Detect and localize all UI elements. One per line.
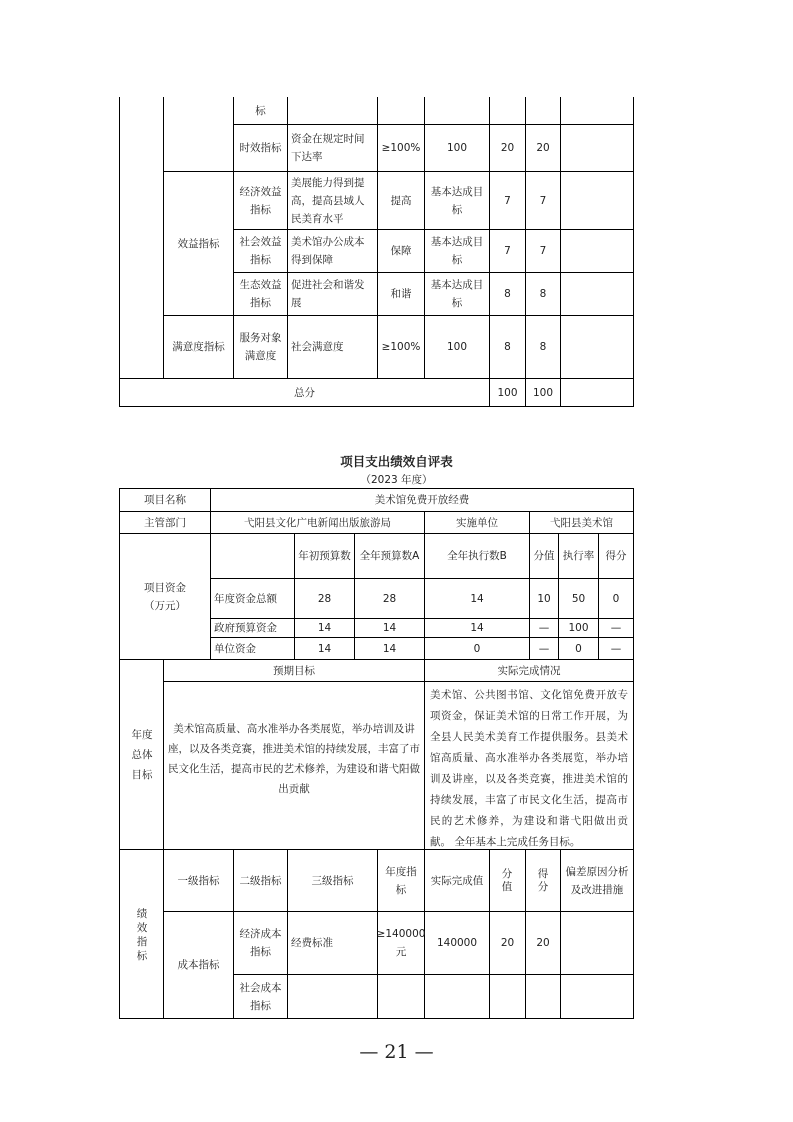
t1-row4-value: 8 — [504, 288, 511, 300]
t2-gov-label: 政府预算资金 — [214, 622, 277, 634]
t1-total-score: 100 — [532, 386, 554, 399]
t2-total-label: 年度资金总额 — [214, 592, 277, 605]
t2-total-full: 28 — [382, 592, 397, 605]
t2-expected-header: 预期目标 — [273, 664, 315, 677]
t1-row2-l3: 经济效益指标 — [239, 185, 282, 216]
t2-unit-exec: 0 — [473, 642, 481, 655]
t2-ph-l1: 一级指标 — [177, 874, 220, 887]
t2-total-score: 0 — [612, 592, 620, 605]
t1-row5-l2: 满意度指标 — [172, 341, 225, 353]
t1-row0-l3: 标 — [255, 104, 266, 117]
t1-row4-score: 8 — [539, 288, 547, 300]
t1-row4-l3: 生态效益指标 — [239, 279, 282, 309]
t1-row1-value: 20 — [500, 142, 515, 154]
t2-actual-header: 实际完成情况 — [497, 664, 561, 677]
t2-dept: 弋阳县文化广电新闻出版旅游局 — [244, 516, 391, 529]
t2-econ-l3: 经费标准 — [291, 937, 333, 949]
t1-row2-value: 7 — [504, 194, 511, 207]
t2-ph-l2: 二级指标 — [239, 874, 282, 887]
t2-expected-text: 美术馆高质量、高水准举办各类展览，举办培训及讲座，以及各类竞赛，推进美术馆的持续发展，丰富了市民文化生活，提高市民的艺术修养，为建设和谐弋阳做出贡献 — [168, 723, 420, 795]
t2-actual-text: 美术馆、公共图书馆、文化馆免费开放专项资金，保证美术馆的日常工作开展，为全县人民美术美育工作提供服务。县美术馆高质量、高水准举办各类展览，举办培训及讲座，以及各类竞赛，推进美术馆的持续发展，丰富了市民文化生活，提高市民的艺术修养，为建设和谐弋阳做出贡献。 全年基本上完成任务目标。 — [430, 689, 628, 848]
t2-gov-score: — — [610, 622, 622, 634]
t2-ph-l3: 三级指标 — [311, 874, 354, 887]
page-title: 项目支出绩效自评表 — [340, 454, 453, 469]
t2-ph-actual: 实际完成值 — [430, 874, 484, 887]
t2-total-initial: 28 — [317, 592, 332, 605]
t1-row5-l3: 服务对象满意度 — [239, 332, 282, 362]
t1-row3-target: 保障 — [390, 245, 412, 257]
t2-ph-score: 得分 — [537, 867, 549, 893]
t2-gov-full: 14 — [382, 622, 397, 634]
t1-row5-value: 8 — [504, 341, 511, 353]
t2-gov-exec: 14 — [470, 622, 484, 634]
t1-row3-value: 7 — [504, 245, 511, 257]
t2-unit-value: — — [538, 642, 550, 655]
t2-ph-dev: 偏差原因分析及改进措施 — [565, 865, 629, 896]
t2-unit-initial: 14 — [317, 642, 332, 655]
t2-hdr-rate: 执行率 — [562, 550, 595, 562]
t2-project-name-label: 项目名称 — [144, 494, 186, 506]
t2-hdr-score-value: 分值 — [533, 550, 555, 562]
t2-impl-label: 实施单位 — [456, 516, 498, 529]
t1-row3-score: 7 — [539, 245, 547, 257]
t1-row3-actual: 基本达成目标 — [430, 236, 484, 266]
t2-goal-label: 年度总体目标 — [131, 728, 153, 781]
t1-row4-target: 和谐 — [390, 288, 412, 300]
t2-impl: 弋阳县美术馆 — [550, 516, 613, 529]
t1-row1-actual: 100 — [446, 142, 468, 154]
t2-hdr-score: 得分 — [605, 550, 627, 562]
t1-total-value: 100 — [497, 386, 518, 399]
t1-row2-score: 7 — [539, 194, 547, 207]
t2-unit-label: 单位资金 — [214, 642, 256, 655]
t2-perf-label: 绩效指标 — [136, 908, 148, 962]
t2-gov-rate: 100 — [568, 622, 589, 634]
t2-funds-label: 项目资金（万元） — [144, 581, 186, 612]
t2-dept-label: 主管部门 — [144, 516, 186, 529]
t1-row2-target: 提高 — [390, 194, 412, 207]
t2-hdr-initial: 年初预算数 — [298, 550, 351, 562]
t1-row5-actual: 100 — [446, 341, 468, 353]
t2-total-value: 10 — [537, 592, 551, 605]
t2-ph-value: 分值 — [501, 867, 513, 893]
t2-unit-score: — — [610, 642, 622, 655]
t2-project-name: 美术馆免费开放经费 — [374, 494, 470, 506]
t2-hdr-full: 全年预算数A — [359, 550, 420, 562]
t1-row1-target: ≥100% — [381, 142, 421, 154]
t2-unit-full: 14 — [382, 642, 397, 655]
t1-row3-l4: 美术馆办公成本得到保障 — [291, 236, 365, 266]
t2-gov-initial: 14 — [317, 622, 332, 634]
t1-row5-target: ≥100% — [381, 341, 421, 353]
t1-row5-l4: 社会满意度 — [291, 341, 344, 353]
t2-econ-score: 20 — [536, 937, 550, 949]
page-number: — 21 — — [359, 1041, 434, 1063]
t2-hdr-exec: 全年执行数B — [447, 550, 507, 562]
t1-row2-actual: 基本达成目标 — [430, 185, 484, 216]
t1-row3-l3: 社会效益指标 — [239, 236, 282, 266]
t1-row1-l4: 资金在规定时间下达率 — [291, 133, 365, 163]
t1-benefit-group: 效益指标 — [177, 237, 220, 250]
t2-total-exec: 14 — [470, 592, 484, 605]
t2-social-l2: 社会成本指标 — [239, 981, 282, 1012]
t1-row1-score: 20 — [536, 142, 550, 154]
t2-econ-l2: 经济成本指标 — [239, 928, 282, 958]
t2-ph-year: 年度指标 — [385, 865, 417, 896]
t1-row5-score: 8 — [539, 341, 547, 353]
t2-total-rate: 50 — [571, 592, 586, 605]
t1-row4-actual: 基本达成目标 — [430, 279, 484, 309]
page-subtitle: （2023 年度） — [360, 474, 433, 486]
t1-row1-l3: 时效指标 — [239, 142, 282, 154]
t1-row2-l4: 美展能力得到提高，提高县域人民美育水平 — [291, 176, 365, 225]
t2-econ-value: 20 — [500, 937, 515, 949]
t2-econ-actual: 140000 — [436, 937, 478, 949]
t2-econ-year: ≥140000元 — [376, 928, 426, 958]
t2-cost-label: 成本指标 — [177, 959, 220, 971]
t2-unit-rate: 0 — [575, 642, 582, 655]
t2-gov-value: — — [538, 622, 550, 634]
t1-total-label: 总分 — [294, 386, 315, 399]
t1-row4-l4: 促进社会和谐发展 — [291, 279, 365, 309]
